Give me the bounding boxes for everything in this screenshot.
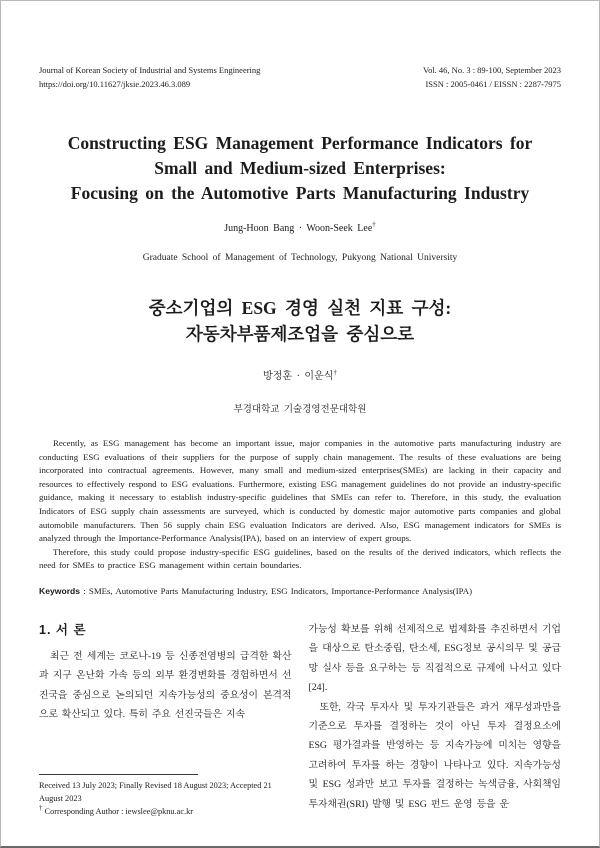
abstract-paragraph: Therefore, this study could propose industry-specific ESG guidelines, based on the results of the derived indicators, which reflects the need for SMEs to practice ESG management within certain boundaries. — [39, 546, 561, 571]
title-line: 자동차부품제조업을 중심으로 — [185, 324, 415, 344]
keywords-text: SMEs, Automotive Parts Manufacturing Industry, ESG Indicators, Importance-Performance Analysis(IPA) — [88, 585, 473, 596]
left-column — [39, 620, 292, 818]
body-paragraph: 또한, 각국 투자사 및 투자기관들은 과거 재무성과만을 기준으로 투자를 결정하는 것이 아닌 투자 결정요소에 ESG 평가결과를 반영하는 등 지속가능에 미치는 영향을 고려하여 투자를 하는 경향이 나타나고 있다. 지속가능성 및 ESG 성과만 보고 투자를 결정하는 녹색금융, 사회책임투자채권(SRI) 발행 및 ESG 펀드 운영 등을 운 — [308, 701, 561, 810]
right-column — [309, 620, 562, 818]
author-names: Jung-Hoon Bang · Woon-Seek Lee — [224, 223, 373, 234]
section-heading-introduction: 1. 서 론 — [39, 622, 87, 637]
running-head-right — [423, 63, 561, 91]
authors-korean — [39, 367, 561, 382]
footnote-block — [39, 774, 292, 818]
footnote-dates: Received 13 July 2023; Finally Revised 18 August 2023; Accepted 21 August 2023 — [39, 780, 272, 803]
title-line: Constructing ESG Management Performance Indicators for — [67, 133, 533, 153]
keywords-line — [39, 586, 561, 596]
body-paragraph: 가능성 확보를 위해 선제적으로 법제화를 추진하면서 기업을 대상으로 탄소중립, 탄소세, ESG정보 공시의무 및 공급망 실사 등을 요구하는 등 직접적으로 규제에 나서고 있다[24]. — [308, 623, 561, 694]
affiliation-english: Graduate School of Management of Technology, Pukyong National University — [142, 253, 458, 263]
authors-english — [39, 220, 561, 234]
corresponding-author-email: Corresponding Author : iewslee@pknu.ac.kr — [42, 806, 194, 816]
affiliation-korean: 부경대학교 기술경영전문대학원 — [233, 405, 367, 415]
volume-info: Vol. 46, No. 3 : 89-100, September 2023 — [423, 65, 561, 75]
footnote-corresponding — [39, 805, 292, 818]
two-column-body — [39, 620, 561, 818]
title-line: Small and Medium-sized Enterprises: — [154, 158, 446, 178]
body-paragraph: 최근 전 세계는 코로나-19 등 신종전염병의 급격한 확산과 지구 온난화 가속 등의 외부 환경변화를 경험하면서 선진국을 중심으로 논의되던 지속가능성의 중요성이 본격적으로 확산되고 있다. 특히 주요 선진국들은 지속 — [39, 650, 292, 721]
issn-info: ISSN : 2005-0461 / EISSN : 2287-7975 — [425, 79, 561, 89]
running-head — [39, 63, 561, 91]
footnote-divider — [39, 774, 198, 775]
article-title-english — [39, 131, 561, 206]
keywords-separator: : — [80, 585, 89, 596]
keywords-label: Keywords — [39, 585, 81, 596]
journal-name: Journal of Korean Society of Industrial and Systems Engineering — [39, 65, 261, 75]
doi-text: https://doi.org/10.11627/jksie.2023.46.3.089 — [39, 79, 191, 89]
title-line: 중소기업의 ESG 경영 실천 지표 구성: — [148, 298, 452, 318]
corresponding-author-marker: † — [333, 368, 337, 377]
article-title-korean — [39, 295, 561, 347]
author-names: 방정훈 · 이운식 — [263, 371, 334, 382]
title-line: Focusing on the Automotive Parts Manufacturing Industry — [70, 183, 530, 203]
running-head-left — [39, 63, 260, 91]
corresponding-author-marker: † — [372, 220, 376, 229]
abstract — [39, 437, 561, 573]
corresponding-author-marker: † — [39, 804, 43, 813]
abstract-paragraph: Recently, as ESG management has become an important issue, major companies in the automotive parts manufacturing industry are conducting ESG evaluations of their suppliers for the purpose of supply chain management. The results of these evaluations are being incorporated into contractual agreements. However, many small and medium-sized enterprises(SMEs) are lacking in their capacity and resources to effectively respond to ESG evaluations. Furthermore, existing ESG management guidelines do not provide an industry-specific guidance, making it necessary to establish industry-specific guidelines that SMEs can refer to. Therefore, in this study, the evaluation Indicators of ESG supply chain assessments are surveyed, which is conducted by domestic major automotive parts companies and global automobile manufacturers. Then 56 supply chain ESG evaluation Indicators are derived. Also, ESG management indicators for SMEs is analyzed through the Importance-Performance Analysis(IPA), based on an interview of expert groups. — [39, 438, 561, 544]
